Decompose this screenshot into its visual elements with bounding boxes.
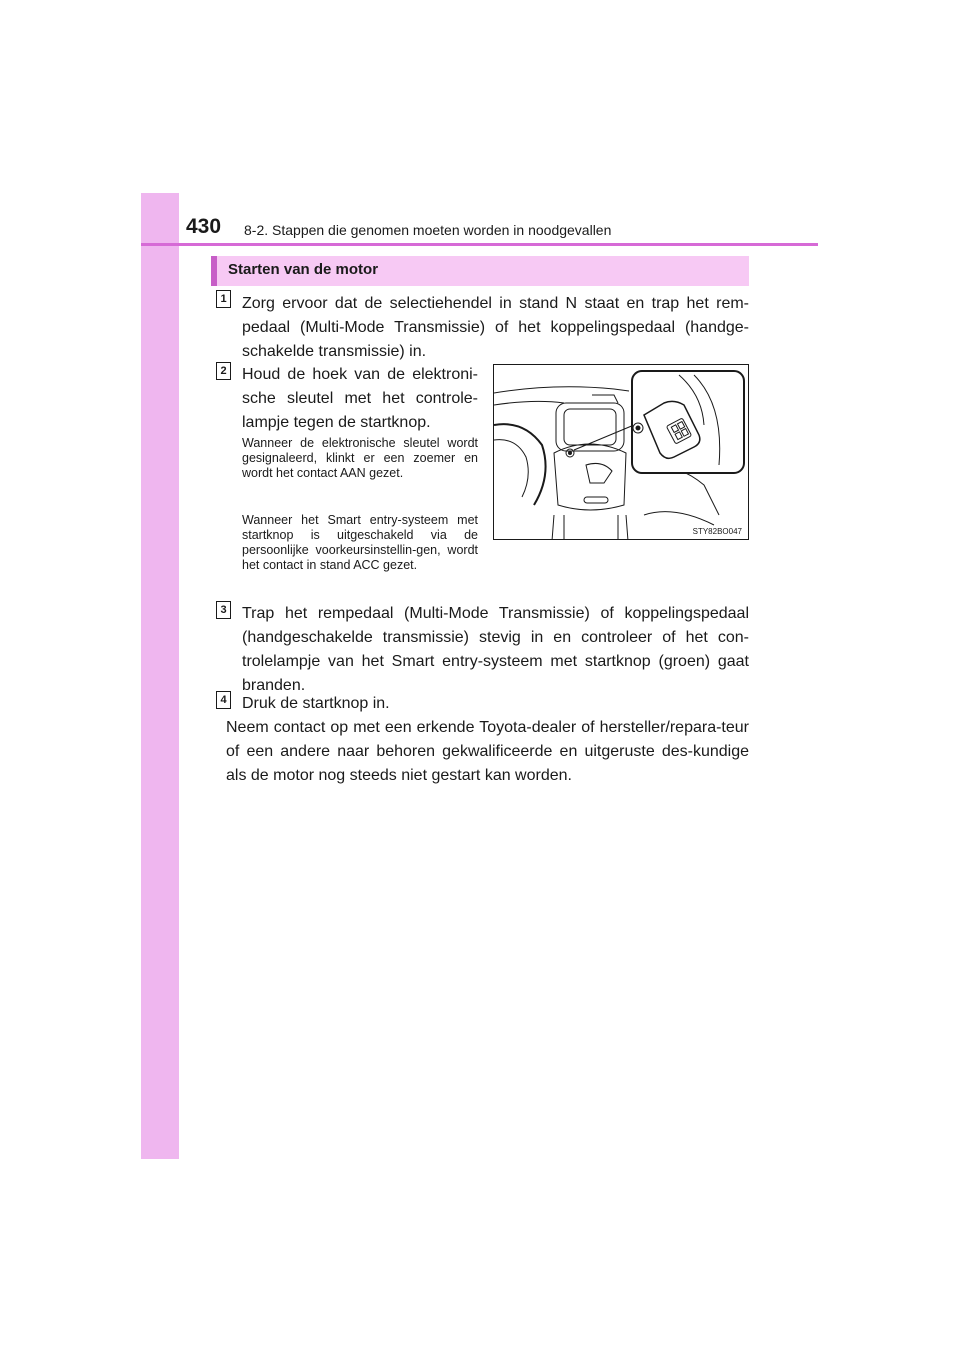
dashboard-illustration [494,365,749,540]
step-4-badge: 4 [216,691,231,709]
step-3-text: Trap het rempedaal (Multi-Mode Transmissie) of koppelingspedaal (handgeschakelde transmissie) stevig in en controleer of het con-trolelampje van het Smart entry-systeem met startknop (groen) gaat branden. [242,605,749,694]
closing-paragraph: Neem contact op met een erkende Toyota-dealer of hersteller/repara-teur of een andere naar behoren gekwalificeerde en uitgeruste des-kundige als de motor nog steeds niet gestart kan worden. [226,719,749,784]
step-3-badge: 3 [216,601,231,619]
step-4-text: Druk de startknop in. [242,695,390,712]
section-heading [211,256,749,286]
key-to-start-button-illustration [493,364,749,540]
section-heading-text: Starten van de motor [228,261,379,278]
step-2-note-1: Wanneer de elektronische sleutel wordt gesignaleerd, klinkt er een zoemer en wordt het contact AAN gezet. [242,436,478,480]
chapter-side-band [141,193,179,1159]
figure-code: STY82BO047 [692,527,742,536]
page-number: 430 [186,215,222,238]
step-2-note-2: Wanneer het Smart entry-systeem met startknop is uitgeschakeld via de persoonlijke voorkeursinstellin-gen, wordt het contact in stand ACC gezet. [242,513,478,572]
step-1-badge: 1 [216,290,231,308]
step-1-text: Zorg ervoor dat de selectiehendel in stand N staat en trap het rem-pedaal (Multi-Mode Transmissie) of het koppelingspedaal (handge-schakelde transmissie) in. [242,295,749,360]
header-rule [141,243,818,246]
step-2-badge: 2 [216,362,231,380]
step-2-text: Houd de hoek van de elektroni-sche sleutel met het controle-lampje tegen de startknop. [242,366,478,431]
chapter-title: 8-2. Stappen die genomen moeten worden in noodgevallen [244,222,612,238]
